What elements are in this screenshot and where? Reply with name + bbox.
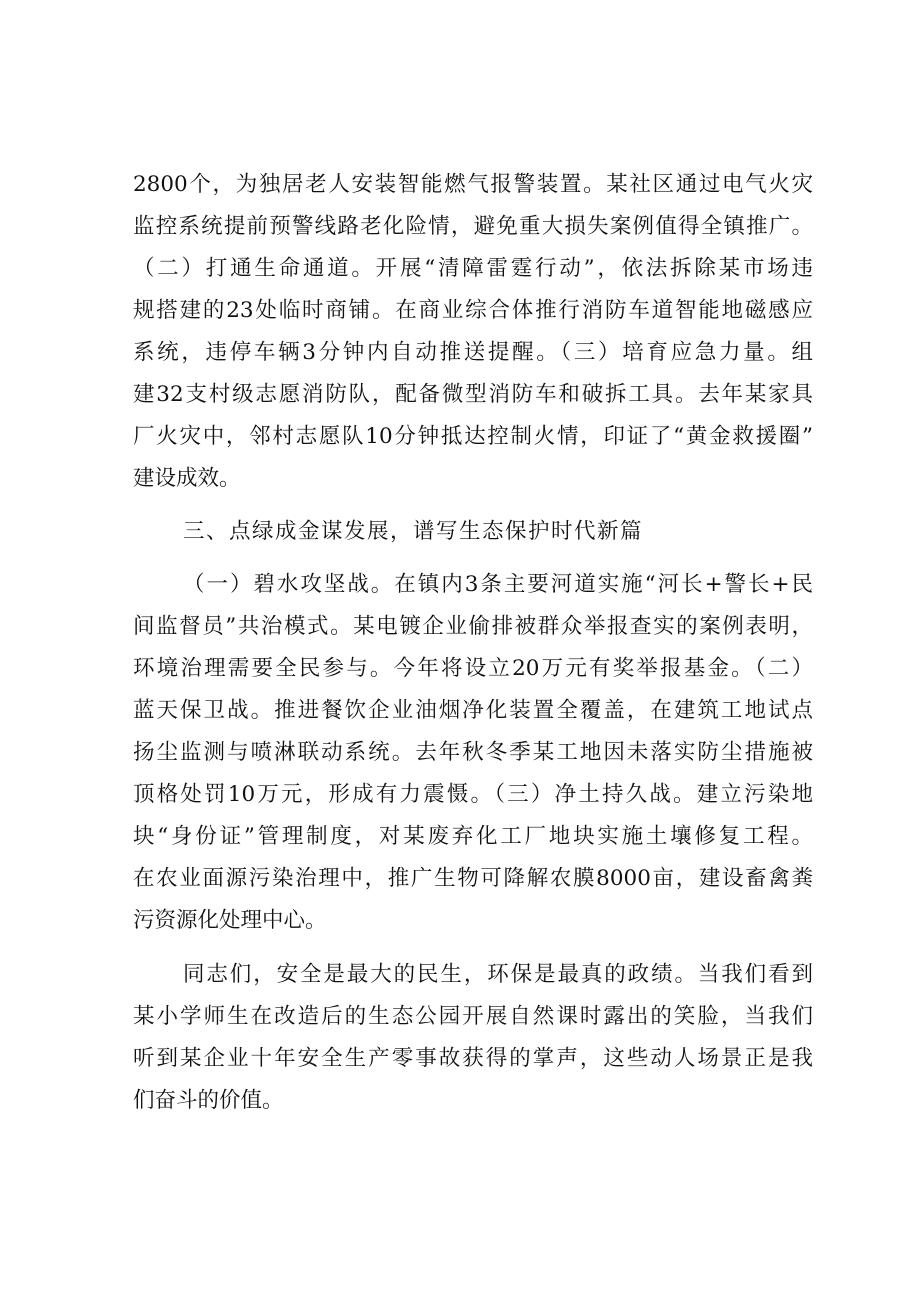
paragraph-line: 同志们，安全是最大的民生，环保是最真的政绩。当我们看到 <box>183 962 813 987</box>
paragraph-line: 们奋斗的价值。 <box>133 1088 284 1113</box>
paragraph-line: 建设成效。 <box>133 466 241 491</box>
paragraph-line: （一）碧水攻坚战。在镇内3条主要河道实施“河长+警长+民 <box>183 572 813 597</box>
paragraph-line: 间监督员”共治模式。某电镀企业偷排被群众举报查实的案例表明， <box>133 614 813 639</box>
paragraph-line: 规搭建的23处临时商铺。在商业综合体推行消防车道智能地磁感应 <box>133 298 813 323</box>
paragraph-line: 蓝天保卫战。推进餐饮企业油烟净化装置全覆盖，在建筑工地试点 <box>133 698 813 723</box>
section-heading: 三、点绿成金谋发展，谱写生态保护时代新篇 <box>183 519 644 544</box>
paragraph-line: 听到某企业十年安全生产零事故获得的掌声，这些动人场景正是我 <box>133 1046 813 1071</box>
paragraph-line: 环境治理需要全民参与。今年将设立20万元有奖举报基金。（二） <box>133 656 813 681</box>
paragraph-line: 污资源化处理中心。 <box>133 908 327 933</box>
paragraph-line: 厂火灾中，邻村志愿队10分钟抵达控制火情，印证了“黄金救援圈” <box>133 424 813 449</box>
paragraph-line: 扬尘监测与喷淋联动系统。去年秋冬季某工地因未落实防尘措施被 <box>133 740 813 765</box>
paragraph-line: 建32支村级志愿消防队，配备微型消防车和破拆工具。去年某家具 <box>133 382 813 407</box>
paragraph-line: 2800个，为独居老人安装智能燃气报警装置。某社区通过电气火灾 <box>133 172 813 197</box>
paragraph-line: 某小学师生在改造后的生态公园开展自然课时露出的笑脸，当我们 <box>133 1004 813 1029</box>
paragraph-line: （二）打通生命通道。开展“清障雷霆行动”，依法拆除某市场违 <box>133 256 813 281</box>
paragraph-line: 块“身份证”管理制度，对某废弃化工厂地块实施土壤修复工程。 <box>133 824 813 849</box>
paragraph-line: 监控系统提前预警线路老化险情，避免重大损失案例值得全镇推广。 <box>133 214 813 239</box>
paragraph-line: 系统，违停车辆3分钟内自动推送提醒。（三）培育应急力量。组 <box>133 340 813 365</box>
paragraph-line: 顶格处罚10万元，形成有力震慑。（三）净土持久战。建立污染地 <box>133 782 813 807</box>
paragraph-line: 在农业面源污染治理中，推广生物可降解农膜8000亩，建设畜禽粪 <box>133 866 813 891</box>
